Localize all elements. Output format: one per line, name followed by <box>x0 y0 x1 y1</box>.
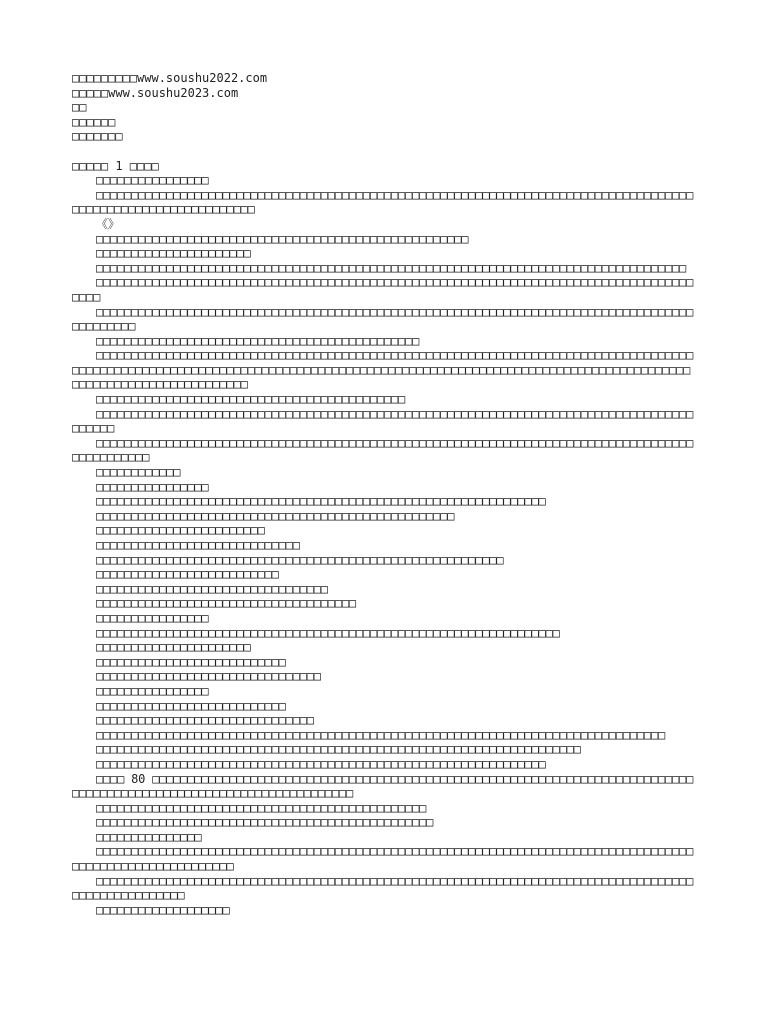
paragraph: □□□□□□□□□□□□□□□□□□□□□□□□□□□□□□□□□ <box>96 581 328 596</box>
document-body <box>72 71 696 917</box>
paragraph: □□□□ 80 □□□□□□□□□□□□□□□□□□□□□□□□□□□□□□□□□□□□□□□□□□□□□□□□□□□□□□□□□□□□□□□□□□□□□□□□□□□□□□□□□□□□□□□□□□□□□□□□□□□□□□□□□□□□□□□□□□□□□ <box>72 771 694 801</box>
header-line-4: □□□□□□ <box>72 114 116 129</box>
paragraph: □□□□□□□□□□□□□□□□□□□□□□□□□□□□□□□□□□□□□□□□□□□□□□□□□□□□□□□□□□□□□□□□□□□□□□□□□□□□□□□□□□□□□□□□□□□□□□□□□□□□□□□□□□□□ <box>72 844 694 874</box>
paragraph: □□□□□□□□□□□□□□□□□□□□□□□□□□□□□□□□□□□□□□□□□□□□□□□□□□□□□□□□□□□□□□□□ <box>96 494 546 509</box>
paragraph: □□□□□□□□□□□□□□□□ <box>96 479 209 494</box>
paragraph: □□□□□□□□□□□□□□□□□□□□□□□□□□□□□□□□□□□□□□□□□□□□□□□□□□□□□□□□□□□□□□□□□□□□□□□□□□□□□□□□□□□□□□□□□□□□□□ <box>72 304 694 334</box>
paragraph: □□□□□□□□□□□□□□□□□□□□□□□□□□□□□ <box>96 538 300 552</box>
paragraph: □□□□□□□□□□□□□□□□ <box>96 610 209 625</box>
header-line-5: □□□□□□□ <box>72 129 123 144</box>
paragraph: □□□□□□□□□□□□□□□□□□□□□□□□□□□□□□□□□□□□□□□□□□□□□□□□□□□□□□□□□□ <box>96 552 504 567</box>
paragraph: □□□□□□□□□□□□□□□□□□□□□□□□□□□ <box>96 698 286 713</box>
paragraph: □□□□□□□□□□□□□□□□□□□□□□□□□□ <box>96 567 279 582</box>
paragraph: □□□□□□□□□□□□□□□□□□□□□□ <box>96 640 251 655</box>
paragraph: □□□□□□□□□□□□□□□□□□□□□□ <box>96 246 251 261</box>
paragraph: □□□□□□□□□□□□□□□□□□□□□□□□□□□□□□□ <box>96 713 314 728</box>
paragraph: □□□□□□□□□□□□ <box>96 465 181 480</box>
paragraph: □□□□□□□□□□□□□□□□□□□□□□□□□□□□□□□□□□□□□□□□□□□□□□□□□□□□□□□□□□□□□□□□□□□□□□□□□□□□□□□□□□□□□□□□□□□ <box>72 406 694 436</box>
paragraph: □□□□□□□□□□□□□□□□□□□□□□□□□□□□□□□□□□□□□□□□□□□□□□□□□□□□□□□□□□□□□□□□□□□□□□□□□□□□□□□□□□□□□□□□□□□□□□□□□□□□□ <box>72 873 694 903</box>
header-line-1: □□□□□□□□□www.soushu2022.com <box>72 71 268 85</box>
paragraph: 《》 <box>96 216 120 231</box>
paragraph: □□□□□□□□□□□□□□□□□□□□□□□□□□□□□□□□ <box>96 669 321 684</box>
spacer <box>72 144 696 159</box>
paragraph: □□□□□□□□□□□□□□□□□□□□□□□□□□□□□□□□□□□□□□□□□□□□□□□□□□□□□□□□□□□□□□□□□□□□□□□□□□□□□□□□□□□□ <box>96 260 687 275</box>
paragraph: □□□□□□□□□□□□□□□□□□□□□□□□□□□□□□□□□□□□□□□□□□□□□□□□□□□ <box>96 508 455 523</box>
paragraph: □□□□□□□□□□□□□□□□□□□□□□□□□□□□□□□□□□□□□ <box>96 596 356 611</box>
paragraph: □□□□□□□□□□□□□□□□ <box>96 683 209 698</box>
paragraph: □□□□□□□□□□□□□□□□□□□□□□□□□□□□□□□□□□□□□□□□□□□□□□□□□□□□□□□□□□□□□□□□ <box>96 756 546 771</box>
paragraph: □□□□□□□□□□□□□□□□ <box>96 173 209 188</box>
paragraph: □□□□□□□□□□□□□□□□□□□□□□□□□□□□□□□□□□□□□□□□□□□□□□□□□□□□□□□□□□□□□□□□□□□□□□□□□□□□□□□□□□□□□□□□□ <box>72 275 694 304</box>
paragraph: □□□□□□□□□□□□□□□□□□□□□□□□□□□□□□□□□□□□□□□□□□□□□□□□□□□□□□□□□□□□□□□□□□□□□□□□□□□□□□□□□ <box>96 727 665 742</box>
paragraph: □□□□□□□□□□□□□□□□□□□□□□□□□□□□□□□□□□□□□□□□□□□□ <box>96 392 406 407</box>
paragraph: □□□□□□□□□□□□□□□□□□□□□□□□□□□□□□□□□□□□□□□□□□□□□□□□□□□□□□□□□□□□□□□□□□□□□□□□□□□□□□□□□□□□□□□□□□□□□□□□□□□□□□□□□□□□□□□□□□□□□□□□□□□□□□□□□□□□□□□□□□□□□□□□□□□□□□□□□□□□□□□□□□□□□□□□□□□□□□□□□□□□□□□□□□□□□□□□□□□□□□ <box>72 348 694 392</box>
chapter-title: □□□□□ 1 □□□□ <box>72 158 159 173</box>
paragraph-list <box>72 173 696 917</box>
header-line-3: □□ <box>72 100 87 115</box>
paragraph: □□□□□□□□□□□□□□□□□□□□□□□□□□□□□□□□□□□□□□□□□□□□□□□□□□□□□□□□□□□□□□□□□□□□□□□□□□□□□□□□□□□□□□□□□□□□□□□□ <box>72 435 694 465</box>
paragraph: □□□□□□□□□□□□□□□□□□□□□□□□□□□□□□□□□□□□□□□□□□□□□□□□□□□□□□□□□□□□□□□□□□ <box>96 625 560 640</box>
paragraph: □□□□□□□□□□□□□□□□□□□ <box>96 902 230 917</box>
paragraph: □□□□□□□□□□□□□□□□□□□□□□□□ <box>96 523 265 538</box>
paragraph: □□□□□□□□□□□□□□□□□□□□□□□□□□□□□□□□□□□□□□□□□□□□□□□ <box>96 800 427 815</box>
paragraph: □□□□□□□□□□□□□□□□□□□□□□□□□□□□□□□□□□□□□□□□□□□□□□□□□□□□□□□□□□□□□□□□□□□□□ <box>96 742 581 757</box>
header-line-2: □□□□□www.soushu2023.com <box>72 85 239 100</box>
paragraph: □□□□□□□□□□□□□□□□□□□□□□□□□□□□□□□□□□□□□□□□□□□□□□□□□□□□□ <box>96 231 469 246</box>
paragraph: □□□□□□□□□□□□□□□□□□□□□□□□□□□□□□□□□□□□□□□□□□□□□□□□ <box>96 815 434 830</box>
paragraph: □□□□□□□□□□□□□□□ <box>96 829 202 844</box>
paragraph: □□□□□□□□□□□□□□□□□□□□□□□□□□□□□□□□□□□□□□□□□□□□□□□□□□□□□□□□□□□□□□□□□□□□□□□□□□□□□□□□□□□□□□□□□□□□□□□□□□□□□□□□□□□□□□□ <box>72 187 694 217</box>
paragraph: □□□□□□□□□□□□□□□□□□□□□□□□□□□ <box>96 654 286 669</box>
paragraph: □□□□□□□□□□□□□□□□□□□□□□□□□□□□□□□□□□□□□□□□□□□□□□ <box>96 333 420 348</box>
